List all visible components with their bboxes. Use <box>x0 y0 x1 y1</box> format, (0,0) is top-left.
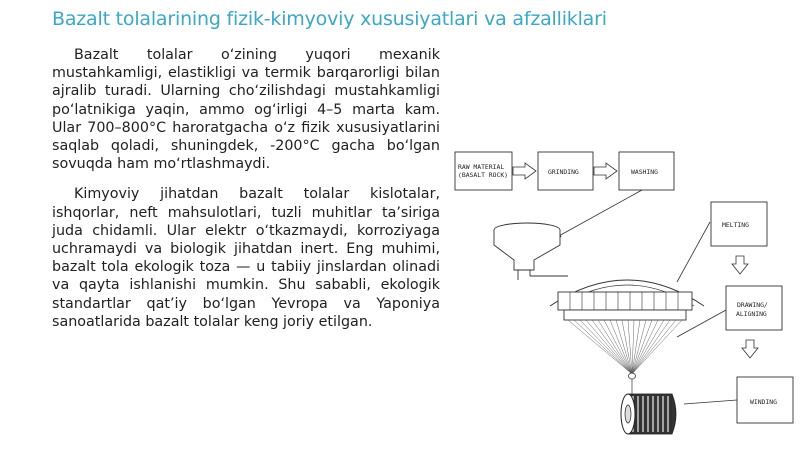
arrow-down-icon <box>742 340 758 358</box>
paragraph-properties: Bazalt tolalar o‘zining yuqori mexanik mustahkamligi, elastikligi va termik barqarorligi bilan ajralib turadi. Ularning cho‘zilishdagi mustahkamligi po‘latnikiga yaqin, ammo og‘irligi 4–5 marta kam. Ular 700–800°C haroratgacha o‘z fizik xususiyatlarini saqlab qoladi, shuningdek, -200°C gacha bo‘lgan sovuqda ham mo‘rtlashmaydi. <box>52 47 440 173</box>
furnace-body <box>558 292 692 310</box>
winding-drum-icon <box>621 394 676 434</box>
process-diagram <box>452 142 797 442</box>
connector-line <box>557 190 642 237</box>
winding-label: WINDING <box>750 398 777 406</box>
melting-label: MELTING <box>722 221 749 229</box>
connector-line <box>684 400 737 404</box>
connector-line <box>677 222 710 282</box>
washing-label: WASHING <box>631 168 658 176</box>
grinding-label: GRINDING <box>548 168 579 176</box>
fiber-strands <box>568 320 682 374</box>
paragraph-chemical: Kimyoviy jihatdan bazalt tolalar kislotalar, ishqorlar, neft mahsulotlari, tuzli muhitlar ta’siriga juda chidamli. Ular elektr o‘tkazmaydi, korroziyaga uchramaydi va biologik jihatdan inert. Eng muhimi, bazalt tola ekologik toza — u tabiiy jinslardan olinadi va qayta ishlanishi mumkin. Shu sababli, ekologik standartlar qat’iy bo‘lgan Yevropa va Yaponiya sanoatlarida bazalt tolalar keng joriy etilgan. <box>52 186 440 330</box>
raw-material-label-1: RAW MATERIAL <box>458 163 505 171</box>
hopper-body <box>494 230 560 270</box>
drawing-label-2: ALIGNING <box>736 310 767 318</box>
drawing-label-1: DRAWING/ <box>737 301 768 309</box>
arrow-down-icon <box>732 256 748 274</box>
slide-title: Bazalt tolalarining fizik-kimyoviy xususiyatlari va afzalliklari <box>52 8 607 30</box>
body-text <box>52 46 440 343</box>
arrow-right-icon <box>513 163 536 179</box>
arrow-right-icon <box>594 163 617 179</box>
raw-material-label-2: (BASALT ROCK) <box>458 171 509 179</box>
guide-eye-icon <box>629 373 636 379</box>
bushing-plate <box>564 310 686 320</box>
process-diagram-svg <box>452 142 797 442</box>
